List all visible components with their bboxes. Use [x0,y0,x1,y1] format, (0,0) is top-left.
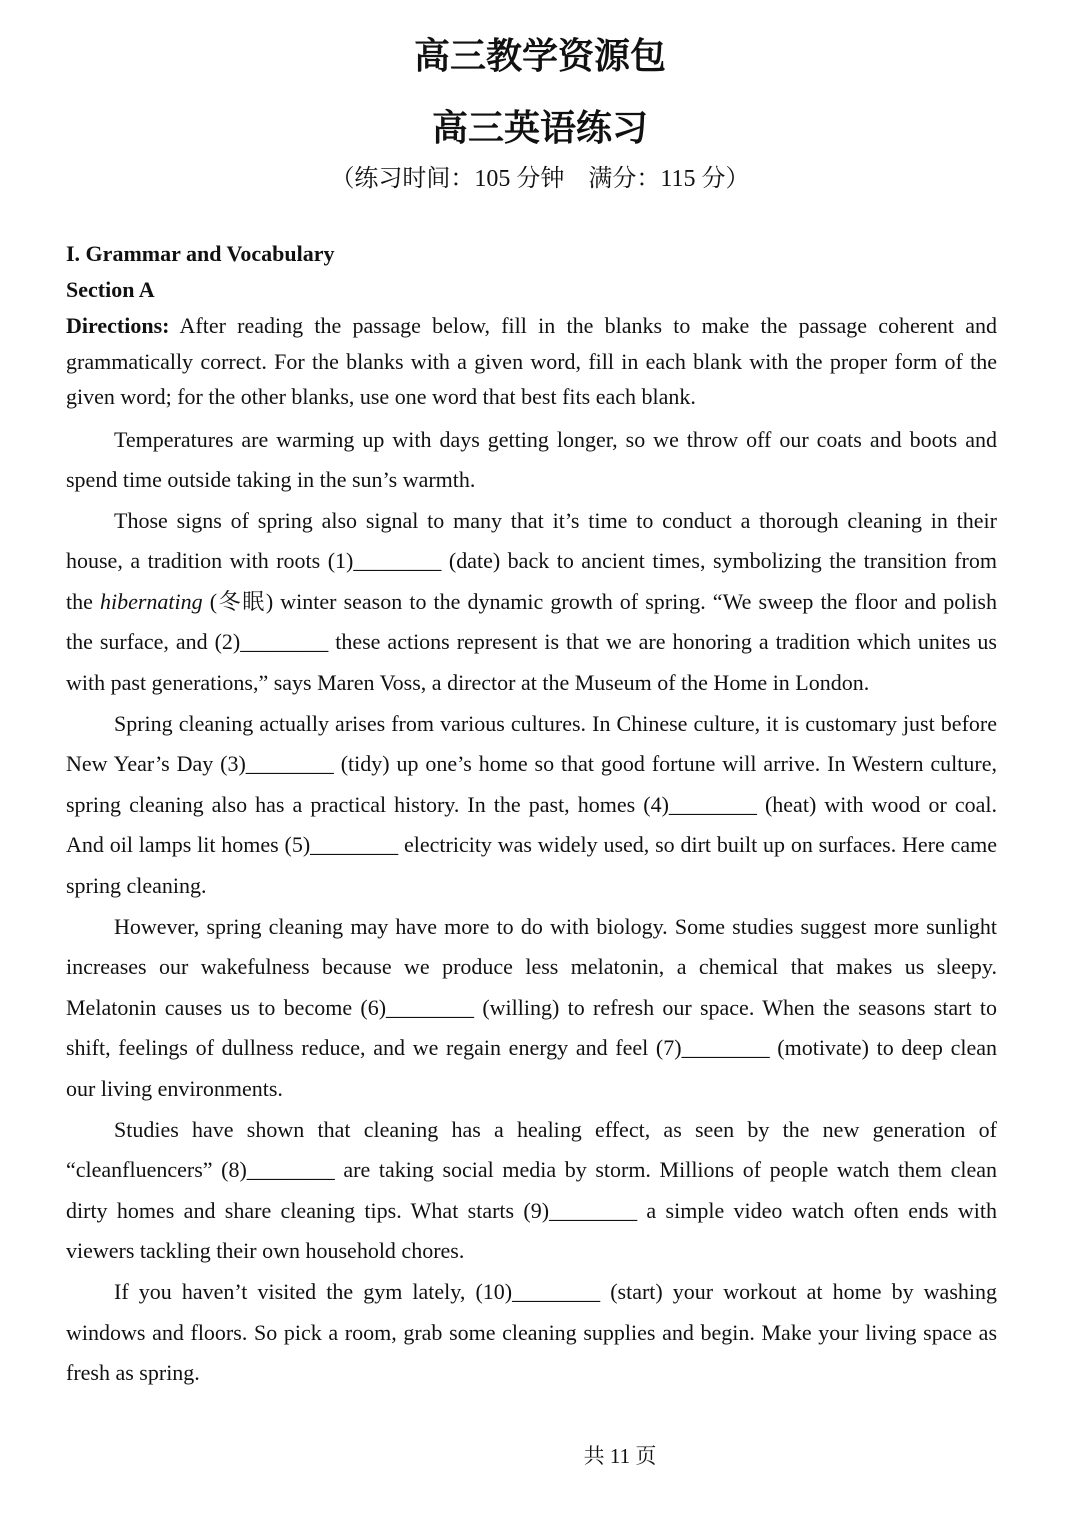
passage-paragraph-6: If you haven’t visited the gym lately, (10)________ (start) your workout at home by washing windows and floors. So pick a room, grab some cleaning supplies and begin. Make your living space as fresh as spring. [66,1278,997,1386]
paragraph-2-part-b: (冬眠) winter season to the dynamic growth of spring. “We sweep the floor and polish the surface, and (2)________ these actions represent is that we are honoring a tradition which unites us with past generations,” says Maren Voss, a director at the Museum of the Home in London. [66,588,997,696]
directions-label: Directions: [66,313,170,338]
document-header-title: 高三教学资源包 [413,36,666,77]
exam-info: （练习时间：105 分钟 满分：115 分） [330,166,750,192]
page-footer: 共 11 页 [583,1444,657,1468]
passage-paragraph-5: Studies have shown that cleaning has a healing effect, as seen by the new generation of “cleanfluencers” (8)________ are taking social media by storm. Millions of people watch them clean dirty homes and share cleaning tips. What starts (9)________ a simple video watch often ends with viewers tackling their own household chores. [66,1116,997,1264]
part-heading: I. Grammar and Vocabulary [66,241,335,266]
exam-body [66,236,997,1394]
paragraph-2-part-a: Those signs of spring also signal to many that it’s time to conduct a thorough cleaning in their house, a tradition with roots (1)________ (date) back to ancient times, symbolizing the transition from the [66,507,997,614]
italic-term: hibernating [99,588,203,614]
exam-title: 高三英语练习 [431,108,648,149]
directions [66,308,997,415]
passage-paragraph-3: Spring cleaning actually arises from various cultures. In Chinese culture, it is customary just before New Year’s Day (3)________ (tidy) up one’s home so that good fortune will arrive. In Western culture, spring cleaning also has a practical history. In the past, homes (4)________ (heat) with wood or coal. And oil lamps lit homes (5)________ electricity was widely used, so dirt built up on surfaces. Here came spring cleaning. [66,710,997,899]
passage-paragraph-4: However, spring cleaning may have more to do with biology. Some studies suggest more sunlight increases our wakefulness because we produce less melatonin, a chemical that makes us sleepy. Melatonin causes us to become (6)________ (willing) to refresh our space. When the seasons start to shift, feelings of dullness reduce, and we regain energy and feel (7)________ (motivate) to deep clean our living environments. [66,913,997,1101]
passage-paragraph-1: Temperatures are warming up with days getting longer, so we throw off our coats and boots and spend time outside taking in the sun’s warmth. [66,426,997,493]
directions-text: After reading the passage below, fill in the blanks to make the passage coherent and grammatically correct. For the blanks with a given word, fill in each blank with the proper form of the given word; for the other blanks, use one word that best fits each blank. [66,313,997,409]
passage-paragraph-2 [66,501,997,704]
section-heading: Section A [66,277,155,302]
